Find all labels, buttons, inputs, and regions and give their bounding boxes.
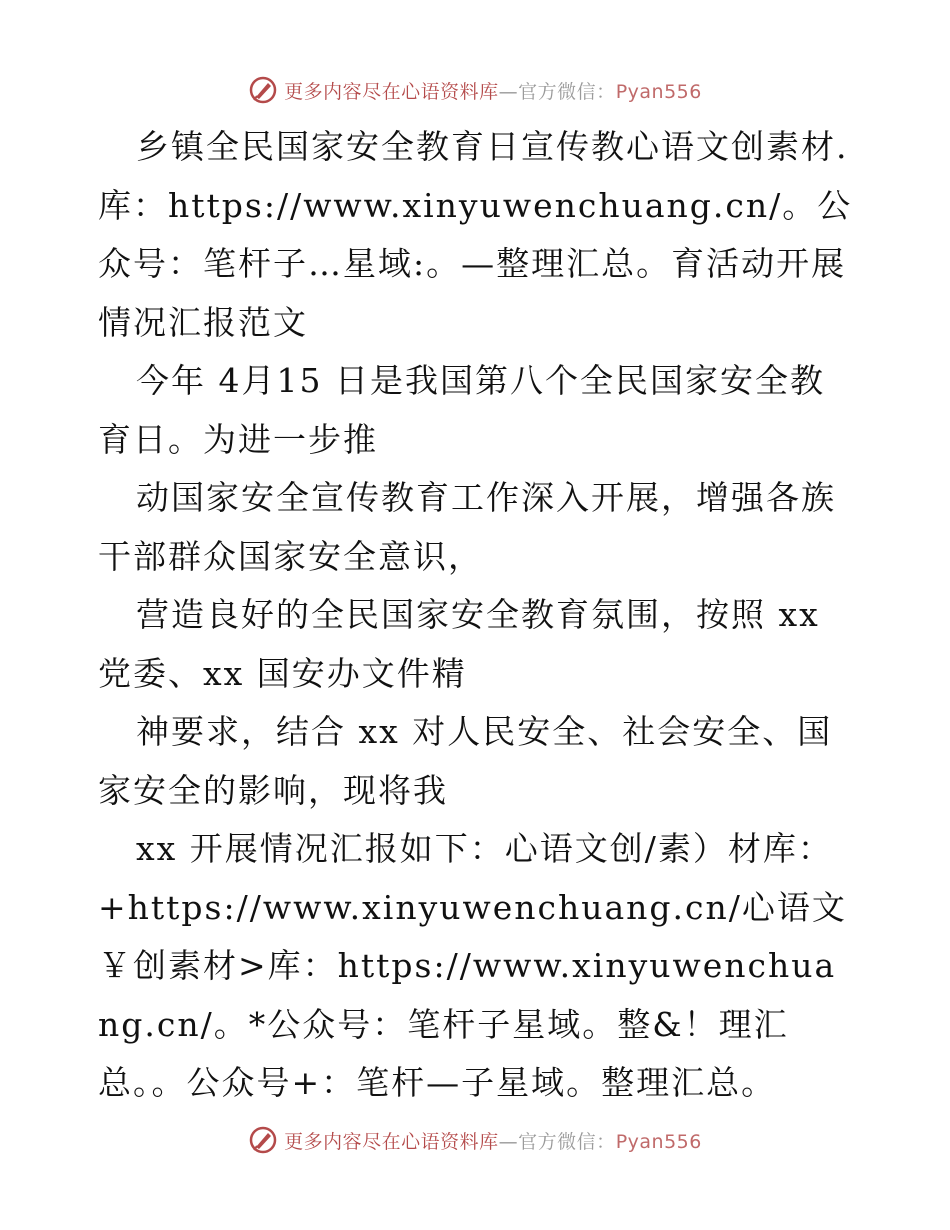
- paragraph-3: 动国家安全宣传教育工作深入开展，增强各族干部群众国家安全意识，: [98, 478, 836, 576]
- header-promo-text: 更多内容尽在心语资料库: [284, 80, 499, 103]
- header-banner-text: [284, 77, 702, 104]
- header-separator: —: [498, 80, 519, 103]
- document-body: [98, 118, 858, 1113]
- footer-promo-text: 更多内容尽在心语资料库: [284, 1130, 499, 1153]
- quill-logo-icon: [248, 75, 278, 105]
- footer-wechat-label: 官方微信：: [518, 1130, 616, 1153]
- quill-logo-icon: [248, 1125, 278, 1155]
- paragraph-4: 营造良好的全民国家安全教育氛围，按照 xx 党委、xx 国安办文件精: [98, 595, 820, 693]
- footer-banner-text: [284, 1127, 702, 1154]
- paragraph-5: 神要求，结合 xx 对人民安全、社会安全、国家安全的影响，现将我: [98, 712, 833, 810]
- header-wechat-id: Pyan556: [615, 80, 702, 103]
- footer-banner: [0, 1120, 950, 1160]
- header-wechat-label: 官方微信：: [518, 80, 616, 103]
- header-banner: [0, 70, 950, 110]
- footer-wechat-id: Pyan556: [615, 1130, 702, 1153]
- footer-separator: —: [498, 1130, 519, 1153]
- paragraph-6: xx 开展情况汇报如下：心语文创/素）材库：+https://www.xinyuwenchuang.cn/心语文￥创素材>库：https://www.xinyuwenchuang.cn/。*公众号：笔杆子星域。整&！理汇总。。公众号+：笔杆—子星域。整理汇总。: [98, 829, 847, 1102]
- paragraph-1: 乡镇全民国家安全教育日宣传教心语文创素材.库：https://www.xinyuwenchuang.cn/。公众号：笔杆子…星域:。—整理汇总。育活动开展情况汇报范文: [98, 127, 853, 342]
- paragraph-2: 今年 4月15 日是我国第八个全民国家安全教育日。为进一步推: [98, 361, 825, 459]
